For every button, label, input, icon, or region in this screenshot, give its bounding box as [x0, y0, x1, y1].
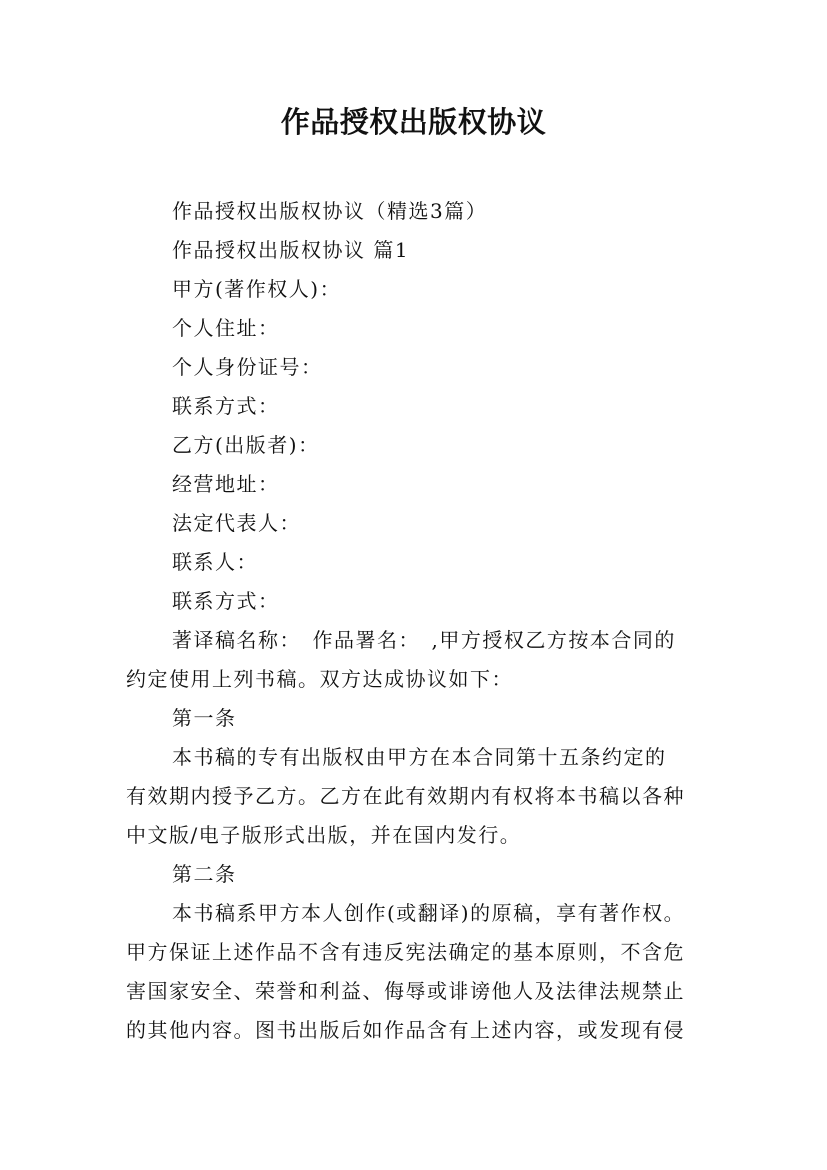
doc-line-para-3c: 害国家安全、荣誉和利益、侮辱或诽谤他人及法律法规禁止	[126, 979, 685, 1003]
doc-line-article-1: 第一条	[172, 706, 237, 730]
doc-line-address: 个人住址：	[172, 316, 280, 340]
doc-line-article-2: 第二条	[172, 862, 237, 886]
document-title: 作品授权出版权协议	[280, 105, 547, 139]
doc-line-legal-rep: 法定代表人：	[172, 511, 301, 535]
doc-line-id-number: 个人身份证号：	[172, 355, 323, 379]
doc-line-para-2c: 中文版/电子版形式出版，并在国内发行。	[126, 823, 522, 847]
doc-line-para-3a: 本书稿系甲方本人创作(或翻译)的原稿，享有著作权。	[172, 901, 686, 925]
doc-line-contact-b: 联系方式：	[172, 589, 280, 613]
doc-line-para-2a: 本书稿的专有出版权由甲方在本合同第十五条约定的	[172, 745, 667, 769]
doc-line-contact-a: 联系方式：	[172, 394, 280, 418]
doc-line-para-1a: 著译稿名称： 作品署名： ,甲方授权乙方按本合同的	[172, 628, 676, 652]
doc-line-para-3d: 的其他内容。图书出版后如作品含有上述内容，或发现有侵	[126, 1018, 685, 1042]
doc-line-contact-person: 联系人：	[172, 550, 258, 574]
doc-line-para-3b: 甲方保证上述作品不含有违反宪法确定的基本原则，不含危	[126, 940, 685, 964]
doc-line-section-heading: 作品授权出版权协议 篇1	[172, 238, 410, 262]
doc-line-subtitle: 作品授权出版权协议（精选3篇）	[172, 199, 488, 223]
doc-line-party-b: 乙方(出版者)：	[172, 433, 320, 457]
doc-line-para-1b: 约定使用上列书稿。双方达成协议如下：	[126, 667, 513, 691]
doc-line-business-address: 经营地址：	[172, 472, 280, 496]
doc-line-para-2b: 有效期内授予乙方。乙方在此有效期内有权将本书稿以各种	[126, 784, 685, 808]
doc-line-party-a: 甲方(著作权人)：	[172, 277, 342, 301]
